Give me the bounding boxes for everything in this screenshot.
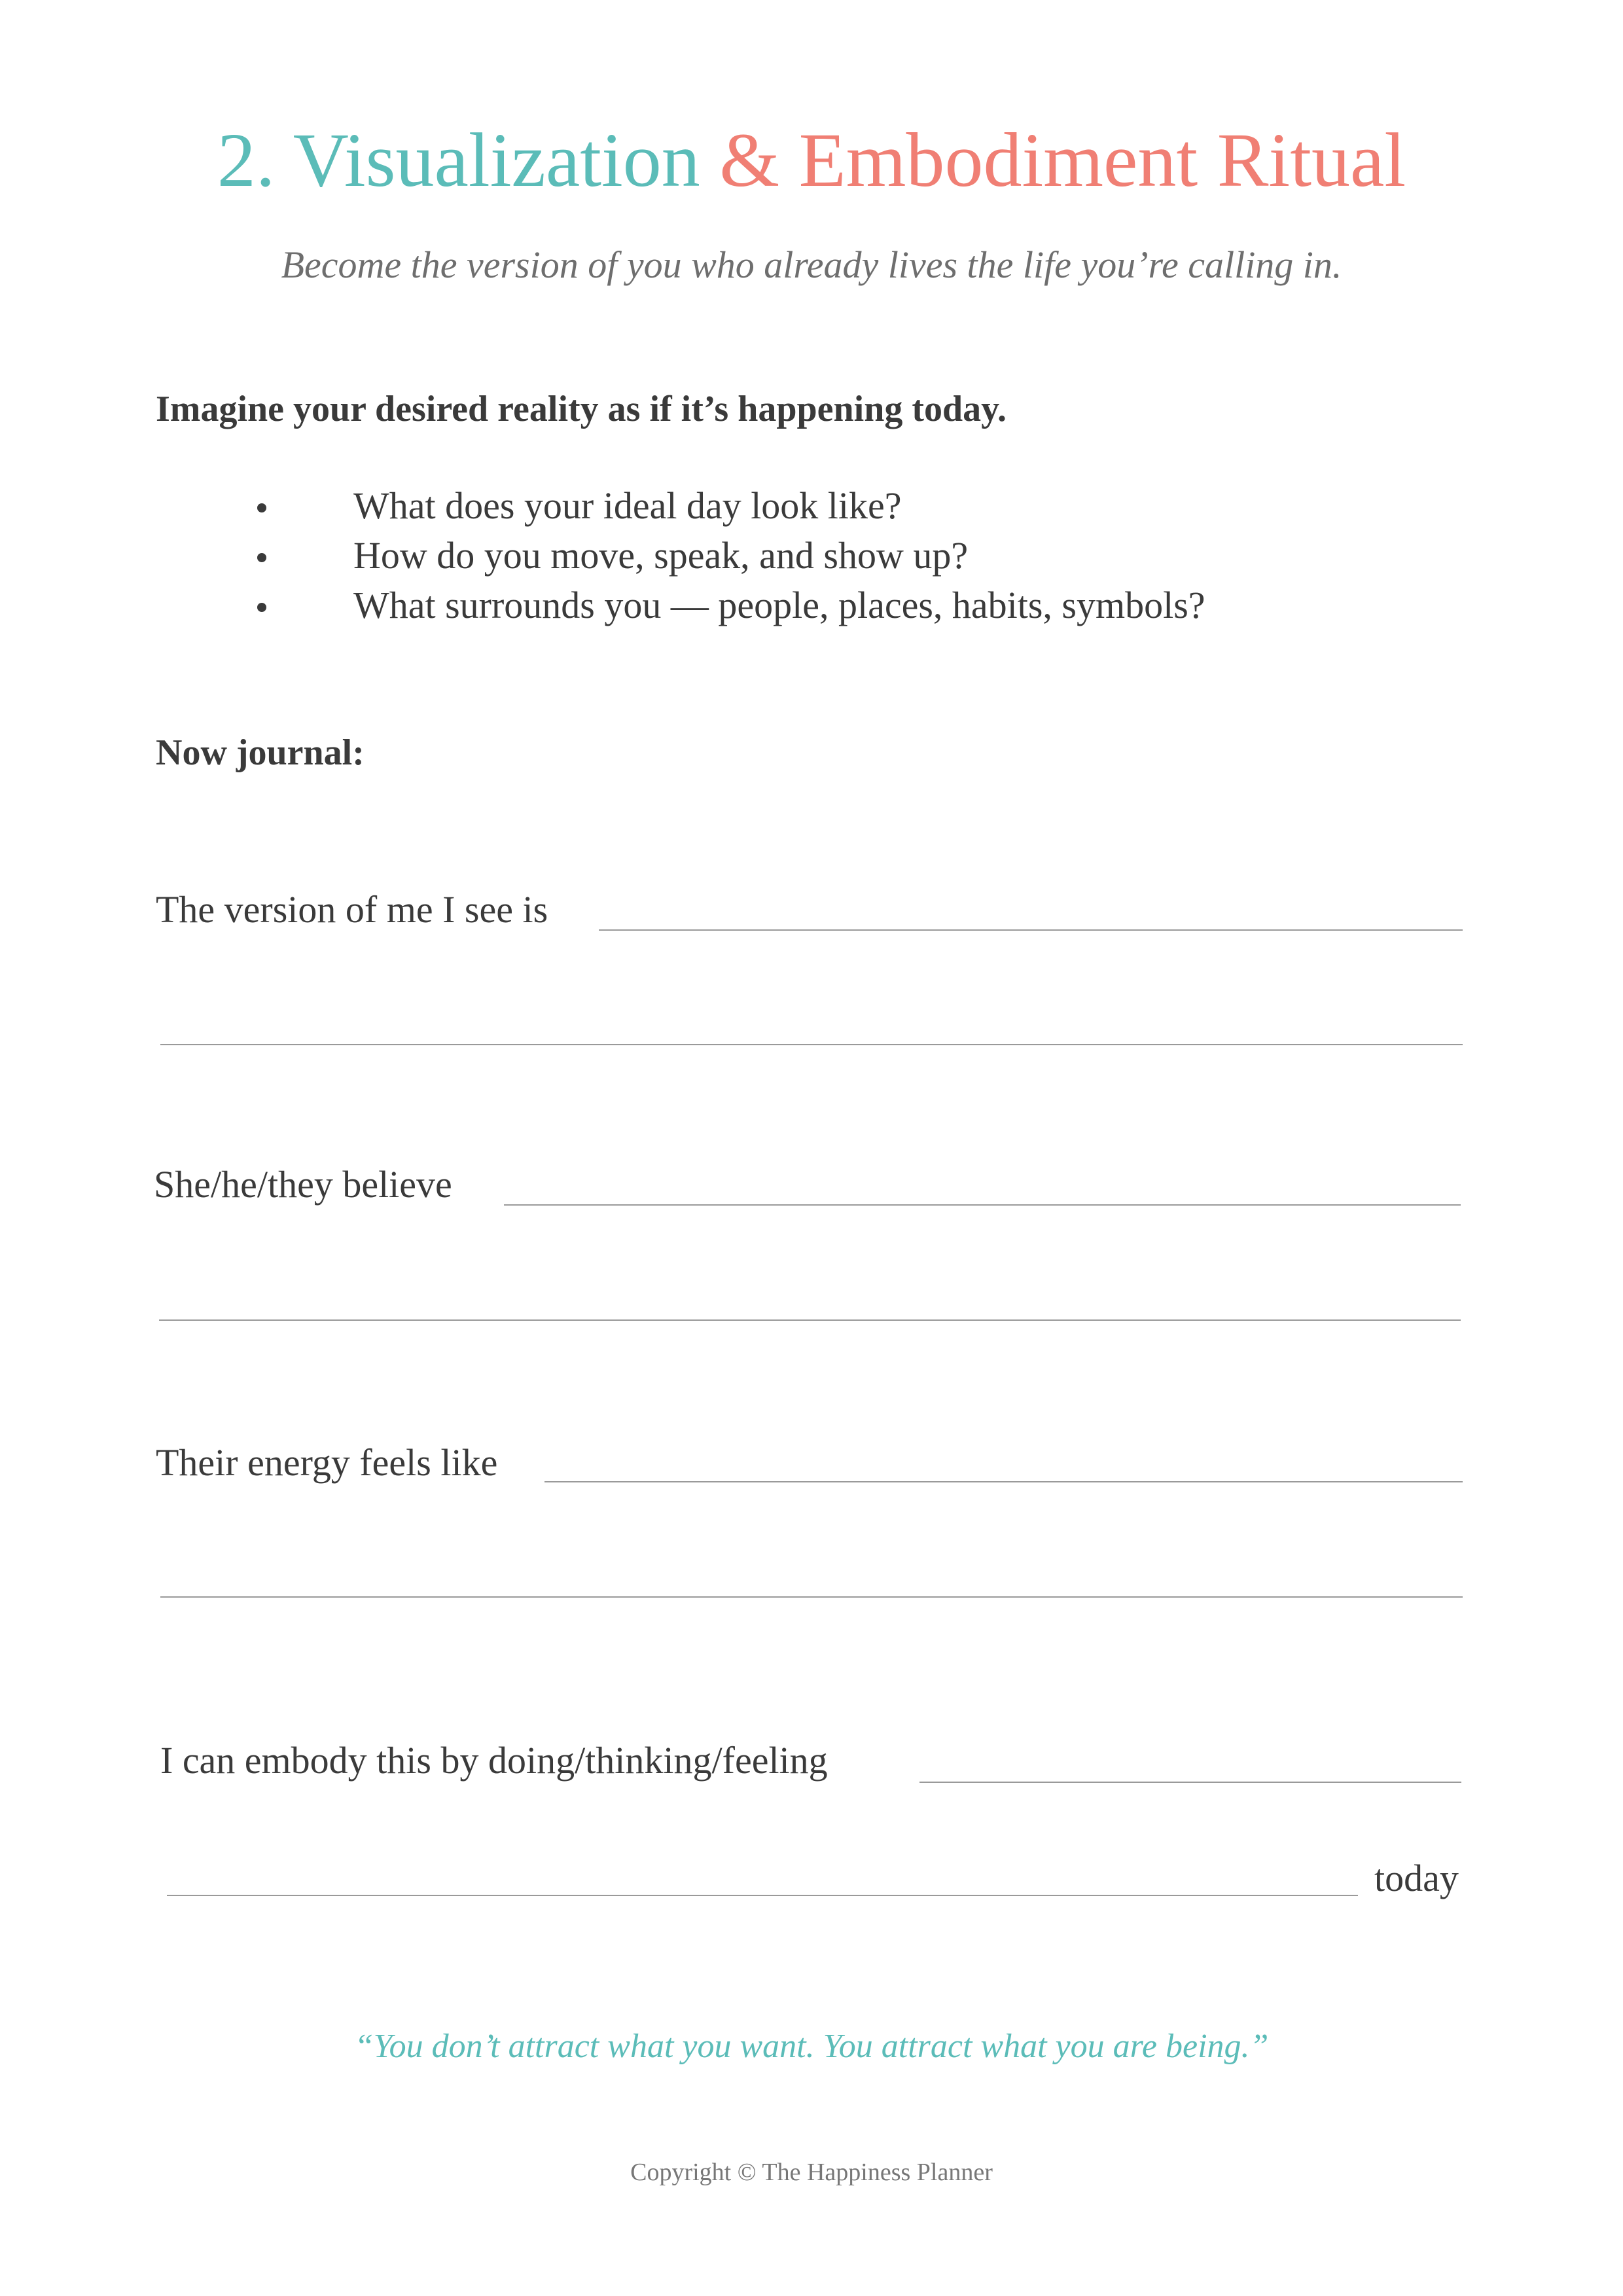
prompt-energy-feels-like: Their energy feels like [156, 1441, 498, 1484]
answer-line-they-believe[interactable] [504, 1204, 1461, 1206]
answer-line-version-of-me[interactable] [599, 929, 1463, 931]
answer-line-embody-continued[interactable] [167, 1895, 1358, 1896]
title-number: 2. [217, 117, 276, 203]
bullet-dot-icon [257, 553, 266, 562]
prompt-version-of-me: The version of me I see is [156, 888, 548, 931]
answer-line-embody[interactable] [919, 1782, 1461, 1783]
title-ampersand: & [719, 117, 780, 203]
title-embodiment-ritual: Embodiment Ritual [798, 117, 1406, 203]
answer-line-energy-continued[interactable] [160, 1596, 1463, 1598]
inspirational-quote: “You don’t attract what you want. You attract what you are being.” [354, 2028, 1269, 2065]
question-text: What surrounds you — people, places, habits, symbols? [353, 584, 1205, 626]
title-visualization: Visualization [293, 117, 700, 203]
intro-heading: Imagine your desired reality as if it’s happening today. [156, 389, 1007, 429]
bullet-dot-icon [257, 603, 266, 612]
prompt-embody-this: I can embody this by doing/thinking/feeling [160, 1739, 828, 1782]
answer-line-energy[interactable] [544, 1481, 1463, 1482]
bullet-dot-icon [257, 503, 266, 512]
question-text: How do you move, speak, and show up? [353, 534, 969, 577]
closing-word-today: today [1374, 1857, 1459, 1899]
journal-heading: Now journal: [156, 732, 365, 773]
question-text: What does your ideal day look like? [353, 484, 902, 527]
page-subtitle: Become the version of you who already lives the life you’re calling in. [281, 243, 1342, 286]
page-title [0, 115, 1623, 206]
prompt-they-believe: She/he/they believe [154, 1163, 452, 1206]
answer-line-they-believe-continued[interactable] [159, 1319, 1461, 1321]
answer-line-version-of-me-continued[interactable] [160, 1044, 1463, 1045]
copyright-notice: Copyright © The Happiness Planner [630, 2159, 993, 2186]
